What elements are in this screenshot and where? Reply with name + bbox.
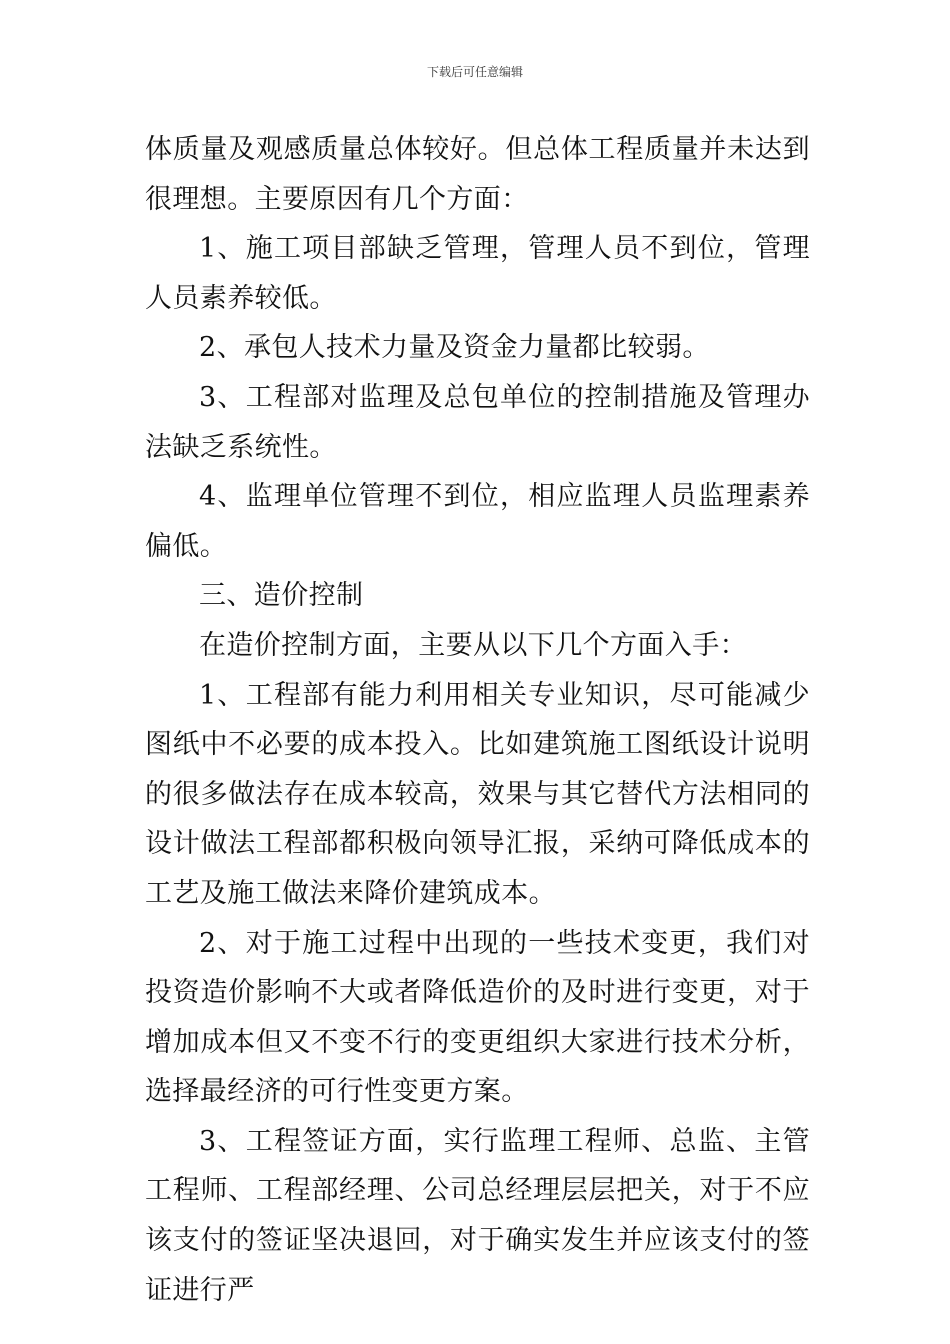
paragraph-continuation: 体质量及观感质量总体较好。但总体工程质量并未达到很理想。主要原因有几个方面：: [145, 134, 810, 215]
paragraph-reason-3: 3、工程部对监理及总包单位的控制措施及管理办法缺乏系统性。: [145, 381, 810, 463]
section-heading-cost-control: 三、造价控制: [199, 580, 364, 612]
paragraph-cost-item-2: 2、对于施工过程中出现的一些技术变更，我们对投资造价影响不大或者降低造价的及时进行变更，对于增加成本但又不变不行的变更组织大家进行技术分析，选择最经济的可行性变更方案。: [145, 927, 810, 1108]
paragraph-cost-item-1: 1、工程部有能力利用相关专业知识，尽可能减少图纸中不必要的成本投入。比如建筑施工图纸设计说明的很多做法存在成本较高，效果与其它替代方法相同的设计做法工程部都积极向领导汇报，采纳可降低成本的工艺及施工做法来降价建筑成本。: [145, 679, 810, 909]
paragraph-reason-1: 1、施工项目部缺乏管理，管理人员不到位，管理人员素养较低。: [145, 233, 810, 314]
paragraph-cost-intro: 在造价控制方面，主要从以下几个方面入手：: [199, 629, 747, 661]
page-header: 下载后可任意编辑: [426, 65, 523, 79]
paragraph-reason-4: 4、监理单位管理不到位，相应监理人员监理素养偏低。: [145, 481, 810, 562]
paragraph-reason-2: 2、承包人技术力量及资金力量都比较弱。: [199, 332, 710, 364]
paragraph-cost-item-3: 3、工程签证方面，实行监理工程师、总监、主管工程师、工程部经理、公司总经理层层把关，对于不应该支付的签证坚决退回，对于确实发生并应该支付的签证进行严: [145, 1125, 810, 1306]
document-body: [145, 125, 810, 1315]
